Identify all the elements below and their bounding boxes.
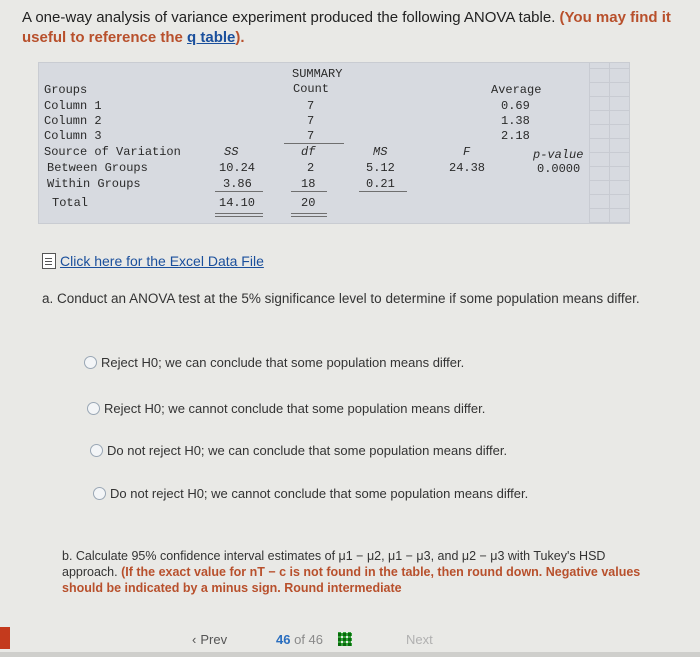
p-value-header: p-value (533, 148, 584, 162)
radio-button[interactable] (84, 356, 97, 369)
part-b-prompt (62, 548, 662, 596)
source-header: Source of Variation (44, 145, 181, 159)
total-ss-underline (215, 213, 263, 214)
part-b-emphasis: (If the exact value for nT − c is not found in the table, then round down. Negative values should be indicated by a minus sign. Round intermediate (62, 565, 641, 595)
prev-label: Prev (200, 631, 228, 647)
question-tail: ). (235, 29, 245, 46)
spreadsheet-grid (589, 63, 629, 223)
group-name: Column 2 (44, 114, 102, 128)
source-label: Between Groups (47, 161, 148, 175)
total-ss-double-underline (215, 216, 263, 217)
chevron-left-icon: ‹ (192, 631, 197, 647)
option-reject-cannot[interactable] (87, 401, 485, 416)
f-value: 24.38 (449, 161, 486, 175)
group-average: 1.38 (501, 114, 530, 128)
option-not-reject-cannot[interactable] (93, 486, 528, 501)
average-header: Average (491, 83, 542, 97)
prev-button[interactable] (192, 632, 227, 647)
part-b-text: b. Calculate 95% confidence interval estimates of μ1 − μ2, μ1 − μ3, and μ2 − μ3 with Tukey's HSD approach. (62, 549, 606, 579)
excel-data-file-link[interactable] (42, 253, 264, 269)
question-emphasis: (You may find it useful to reference the (22, 9, 671, 46)
group-average: 0.69 (501, 99, 530, 113)
group-name: Column 1 (44, 99, 102, 113)
radio-button[interactable] (90, 444, 103, 457)
group-count: 7 (307, 99, 315, 113)
group-count: 7 (307, 129, 315, 143)
df-header: df (301, 145, 316, 159)
ms-header: MS (373, 145, 388, 159)
pagination (192, 628, 472, 650)
question-text: A one-way analysis of variance experiment produced the following ANOVA table. (22, 9, 560, 26)
excel-link-text: Click here for the Excel Data File (60, 253, 264, 269)
file-icon (42, 253, 56, 269)
ss-value: 10.24 (219, 161, 256, 175)
f-header: F (463, 145, 471, 159)
page-total: of 46 (294, 631, 324, 647)
question-prompt (22, 8, 692, 48)
radio-button[interactable] (87, 402, 100, 415)
ms-value: 0.21 (366, 177, 395, 191)
ss-value: 14.10 (219, 196, 256, 210)
count-header: Count (293, 82, 330, 96)
grid-view-icon[interactable] (338, 632, 352, 646)
option-label: Reject H0; we cannot conclude that some population means differ. (104, 401, 486, 416)
group-average: 2.18 (501, 129, 530, 143)
ms-value: 5.12 (366, 161, 395, 175)
side-tab (0, 627, 10, 649)
total-df-underline (291, 213, 327, 214)
option-reject-can[interactable] (84, 355, 464, 370)
ms-underline (359, 191, 407, 192)
bottom-bar (0, 652, 700, 657)
groups-header: Groups (44, 83, 88, 97)
ss-underline (215, 191, 263, 192)
ss-header: SS (224, 145, 239, 159)
option-label: Reject H0; we can conclude that some population means differ. (101, 355, 465, 370)
df-underline (291, 191, 327, 192)
anova-table-image (38, 62, 630, 224)
ss-value: 3.86 (223, 177, 252, 191)
radio-button[interactable] (93, 487, 106, 500)
part-a-prompt: a. Conduct an ANOVA test at the 5% significance level to determine if some population means differ. (42, 291, 640, 306)
option-label: Do not reject H0; we can conclude that some population means differ. (107, 443, 508, 458)
group-name: Column 3 (44, 129, 102, 143)
current-page: 46 (276, 631, 291, 647)
count-underline (284, 143, 344, 144)
next-button[interactable]: Next (406, 631, 433, 647)
q-table-link[interactable]: q table (187, 29, 236, 46)
option-label: Do not reject H0; we cannot conclude that some population means differ. (110, 486, 529, 501)
df-value: 2 (307, 161, 315, 175)
option-not-reject-can[interactable] (90, 443, 507, 458)
p-value: 0.0000 (537, 162, 581, 176)
df-value: 18 (301, 177, 316, 191)
source-label: Total (52, 196, 89, 210)
summary-header: SUMMARY (292, 67, 343, 81)
group-count: 7 (307, 114, 315, 128)
total-df-double-underline (291, 216, 327, 217)
df-value: 20 (301, 196, 316, 210)
source-label: Within Groups (47, 177, 141, 191)
page-indicator (276, 632, 323, 647)
